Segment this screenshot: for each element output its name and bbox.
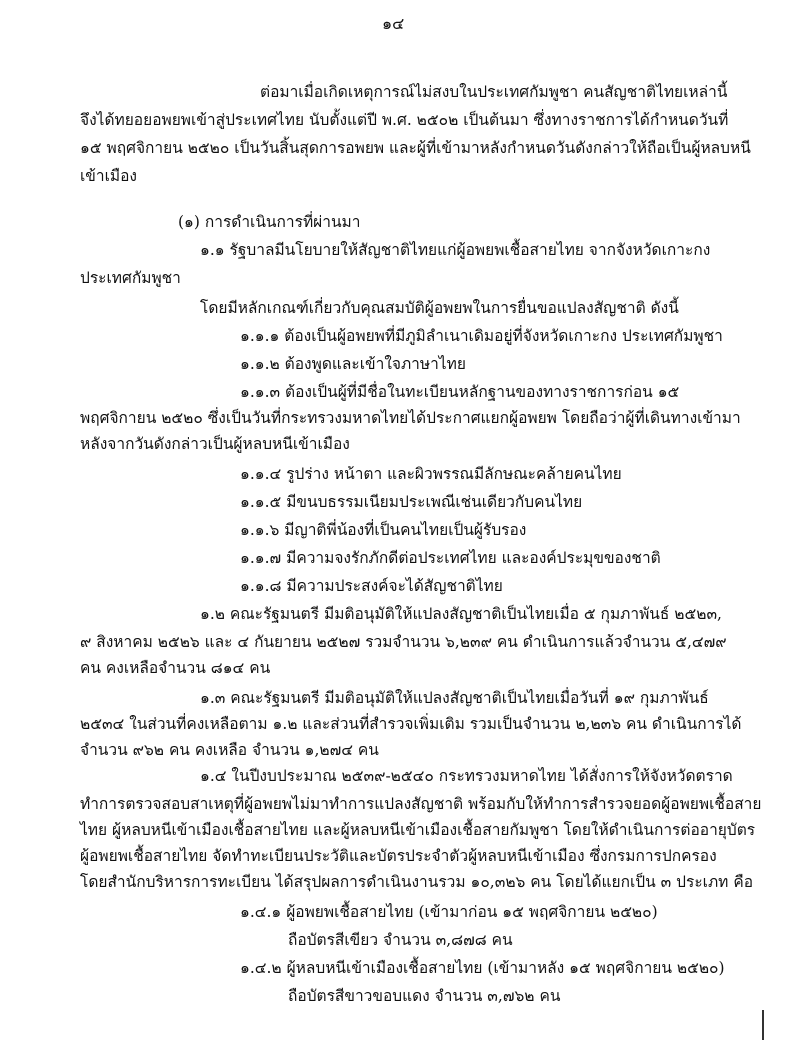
list-item: ๑.๑.๑ ต้องเป็นผู้อพยพที่มีภูมิลำเนาเดิมอยู่ที่จังหวัดเกาะกง ประเทศกัมพูชา [240,327,723,345]
page-number: ๑๔ [382,14,405,33]
text-line: ถือบัตรสีเขียว จำนวน ๓,๘๗๘ คน [288,931,513,949]
scan-edge-line [762,1010,764,1040]
list-item: ๑.๑.๖ มีญาติพี่น้องที่เป็นคนไทยเป็นผู้รับรอง [240,521,527,539]
text-line: ๑.๑ รัฐบาลมีนโยบายให้สัญชาติไทยแก่ผู้อพยพเชื้อสายไทย จากจังหวัดเกาะกง [200,241,711,259]
text-line: ทำการตรวจสอบสาเหตุที่ผู้อพยพไม่มาทำการแปลงสัญชาติ พร้อมกับให้ทำการสำรวจยอดผู้อพยพเชื้อสาย [80,795,762,813]
text-line: ๙ สิงหาคม ๒๕๒๖ และ ๔ กันยายน ๒๕๒๗ รวมจำนวน ๖,๒๓๙ คน ดำเนินการแล้วจำนวน ๕,๔๗๙ [80,633,727,651]
text-line: เข้าเมือง [80,167,137,185]
list-item: ๑.๑.๕ มีขนบธรรมเนียมประเพณีเช่นเดียวกับคนไทย [240,493,583,511]
text-line: โดยมีหลักเกณฑ์เกี่ยวกับคุณสมบัติผู้อพยพในการยื่นขอแปลงสัญชาติ ดังนี้ [200,299,679,317]
list-item: ๑.๔.๑ ผู้อพยพเชื้อสายไทย (เข้ามาก่อน ๑๕ พฤศจิกายน ๒๕๒๐) [240,903,658,921]
text-line: หลังจากวันดังกล่าวเป็นผู้หลบหนีเข้าเมือง [80,435,350,453]
list-item: ๑.๔.๒ ผู้หลบหนีเข้าเมืองเชื้อสายไทย (เข้ามาหลัง ๑๕ พฤศจิกายน ๒๕๒๐) [240,959,725,977]
list-item: ๑.๑.๗ มีความจงรักภักดีต่อประเทศไทย และองค์ประมุขของชาติ [240,549,661,567]
text-line: จำนวน ๙๖๒ คน คงเหลือ จำนวน ๑,๒๗๔ คน [80,741,379,759]
text-line: โดยสำนักบริหารการทะเบียน ได้สรุปผลการดำเนินงานรวม ๑๐,๓๒๖ คน โดยได้แยกเป็น ๓ ประเภท คือ [80,873,754,891]
text-line: ต่อมาเมื่อเกิดเหตุการณ์ไม่สงบในประเทศกัมพูชา คนสัญชาติไทยเหล่านี้ [260,83,728,101]
text-line: ๑.๔ ในปีงบประมาณ ๒๕๓๙-๒๕๔๐ กระทรวงมหาดไทย ได้สั่งการให้จังหวัดตราด [200,767,733,785]
list-item: ๑.๑.๓ ต้องเป็นผู้ที่มีชื่อในทะเบียนหลักฐานของทางราชการก่อน ๑๕ [240,383,680,401]
text-line: พฤศจิกายน ๒๕๒๐ ซึ่งเป็นวันที่กระทรวงมหาดไทยได้ประกาศแยกผู้อพยพ โดยถือว่าผู้ที่เดินทางเข้ามา [80,409,741,427]
text-line: ๑.๒ คณะรัฐมนตรี มีมติอนุมัติให้แปลงสัญชาติเป็นไทยเมื่อ ๕ กุมภาพันธ์ ๒๕๒๓, [200,605,722,623]
text-line: คน คงเหลือจำนวน ๘๑๔ คน [80,659,271,677]
list-item: ๑.๑.๘ มีความประสงค์จะได้สัญชาติไทย [240,577,503,595]
section-heading: (๑) การดำเนินการที่ผ่านมา [178,213,361,231]
text-line: ไทย ผู้หลบหนีเข้าเมืองเชื้อสายไทย และผู้หลบหนีเข้าเมืองเชื้อสายกัมพูชา โดยให้ดำเนินการต่ออายุบัตร [80,821,756,839]
text-line: ๑๕ พฤศจิกายน ๒๕๒๐ เป็นวันสิ้นสุดการอพยพ และผู้ที่เข้ามาหลังกำหนดวันดังกล่าวให้ถือเป็นผู้หลบหนี [80,139,751,157]
text-line: จึงได้ทยอยอพยพเข้าสู่ประเทศไทย นับตั้งแต่ปี พ.ศ. ๒๕๐๒ เป็นต้นมา ซึ่งทางราชการได้กำหนดวันที่ [80,111,729,129]
list-item: ๑.๑.๒ ต้องพูดและเข้าใจภาษาไทย [240,355,466,373]
text-line: ๒๕๓๔ ในส่วนที่คงเหลือตาม ๑.๒ และส่วนที่สำรวจเพิ่มเติม รวมเป็นจำนวน ๒,๒๓๖ คน ดำเนินการได้ [80,715,742,733]
text-line: ประเทศกัมพูชา [80,269,181,287]
text-line: ๑.๓ คณะรัฐมนตรี มีมติอนุมัติให้แปลงสัญชาติเป็นไทยเมื่อวันที่ ๑๙ กุมภาพันธ์ [200,689,709,707]
text-line: ถือบัตรสีขาวขอบแดง จำนวน ๓,๗๖๒ คน [288,987,561,1005]
text-line: ผู้อพยพเชื้อสายไทย จัดทำทะเบียนประวัติและบัตรประจำตัวผู้หลบหนีเข้าเมือง ซึ่งกรมการปกครอง [80,847,717,865]
list-item: ๑.๑.๔ รูปร่าง หน้าตา และผิวพรรณมีลักษณะคล้ายคนไทย [240,465,622,483]
